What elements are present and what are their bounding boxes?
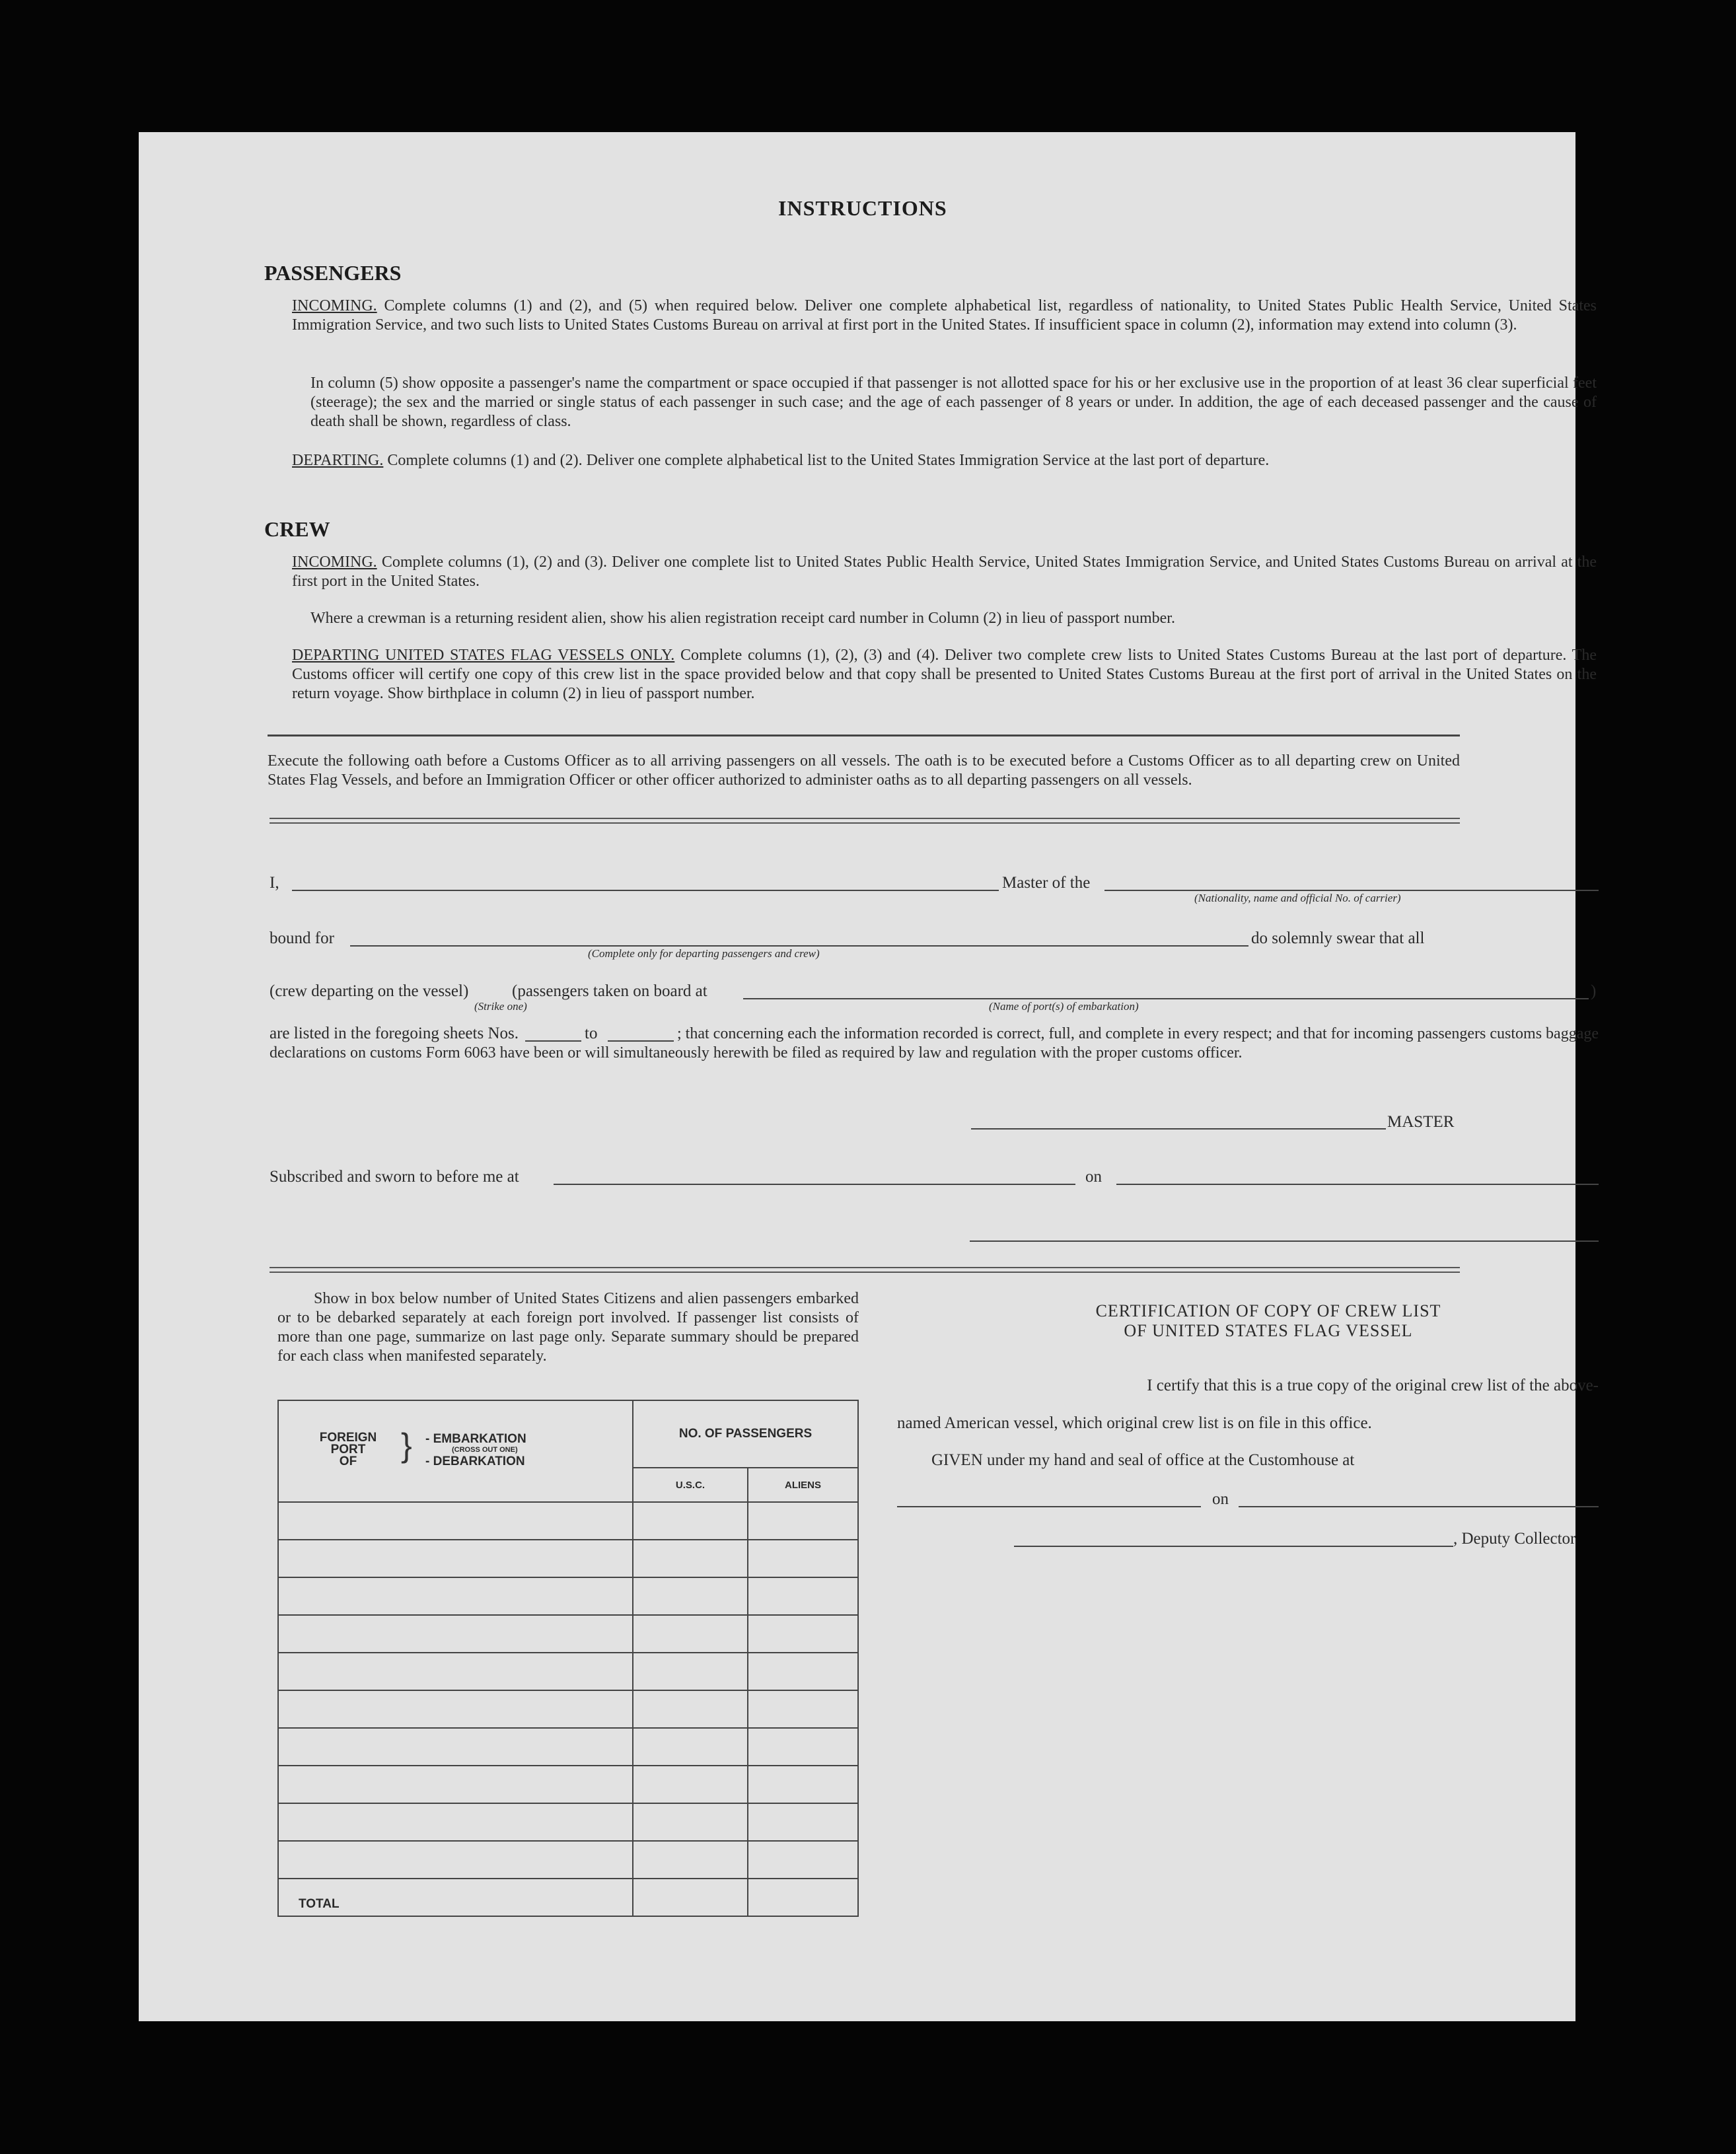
embarkation-port-line[interactable] [743,998,1589,999]
table-row [278,1653,858,1690]
port-cell[interactable] [278,1690,633,1728]
table-row [278,1502,858,1540]
port-cell[interactable] [278,1766,633,1803]
passengers-departing-lead: DEPARTING. [292,452,384,469]
listed-prefix: are listed in the foregoing sheets Nos. [270,1024,519,1042]
master-signature-line[interactable] [971,1128,1386,1130]
given-text: GIVEN under my hand and seal of office at the Customhouse at [931,1451,1355,1469]
sworn-date-line[interactable] [1116,1184,1599,1185]
customhouse-place-line[interactable] [897,1506,1201,1507]
passengers-heading: PASSENGERS [264,261,402,285]
crew-departing-option: (crew departing on the vessel) [270,982,469,1000]
passengers-incoming-lead: INCOMING. [292,297,377,314]
table-row [278,1540,858,1577]
master-label: MASTER [1387,1113,1455,1131]
crew-incoming-lead: INCOMING. [292,554,377,571]
aliens-cell[interactable] [748,1690,858,1728]
crew-heading: CREW [264,517,330,541]
aliens-cell[interactable] [748,1502,858,1540]
table-row [278,1690,858,1728]
aliens-cell[interactable] [748,1841,858,1879]
section-divider [268,735,1460,736]
master-of-label: Master of the [1002,874,1091,892]
of-label: OF [339,1454,357,1468]
aliens-cell[interactable] [748,1728,858,1766]
port-cell[interactable] [278,1615,633,1653]
usc-cell[interactable] [633,1502,748,1540]
usc-header: U.S.C. [633,1468,748,1502]
passengers-departing-paragraph [292,451,1597,470]
sworn-place-line[interactable] [554,1184,1075,1185]
brace-icon: } [401,1427,412,1464]
bound-for-line[interactable] [350,945,1248,947]
table-row [278,1766,858,1803]
table-row [278,1803,858,1841]
usc-cell[interactable] [633,1653,748,1690]
passengers-board-option: (passengers taken on board at [512,982,707,1000]
close-paren: ) [1591,982,1597,1000]
document-page [139,132,1599,2021]
certify-line2: named American vessel, which original crew list is on file in this office. [897,1414,1372,1432]
usc-cell[interactable] [633,1803,748,1841]
listed-statement: ; that concerning each the information recorded is correct, full, and complete in every respect; and that for incoming passengers customs baggage declarations on customs Form 6063 have been or will simultaneously herewith be filed as required by law and regulation with the proper customs officer. [270,1025,1599,1061]
carrier-line[interactable] [1104,890,1599,891]
strike-one-caption: (Strike one) [474,1000,527,1013]
aliens-cell[interactable] [748,1540,858,1577]
usc-cell[interactable] [633,1615,748,1653]
table-header-row [278,1400,858,1468]
deputy-collector-line[interactable] [1014,1546,1453,1547]
port-cell[interactable] [278,1577,633,1615]
foreign-port-of-label [308,1432,388,1468]
total-row [278,1879,858,1916]
usc-cell[interactable] [633,1766,748,1803]
crew-departing-paragraph [292,646,1597,703]
port-cell[interactable] [278,1502,633,1540]
port-caption: (Name of port(s) of embarkation) [989,1000,1139,1013]
embarkation-label: - EMBARKATION [425,1432,526,1446]
bound-for-label: bound for [270,929,334,947]
crew-departing-text: Complete columns (1), (2), (3) and (4). Deliver two complete crew lists to United States Customs Bureau at the last port of departure. The Customs officer will certify one copy of this crew list in the space provided below and that copy shall be presented to United States Customs Bureau at the first port of arrival in the United States on the return voyage. Show birthplace in column (2) in lieu of passport number. [292,647,1597,702]
foreign-port-header [278,1400,633,1502]
total-label: TOTAL [278,1879,633,1916]
debarkation-label: - DEBARKATION [425,1454,525,1468]
crew-incoming-paragraph [292,553,1597,591]
oath-i-label: I, [270,874,279,892]
aliens-cell[interactable] [748,1766,858,1803]
port-cell[interactable] [278,1653,633,1690]
usc-cell[interactable] [633,1841,748,1879]
deputy-collector-label: , Deputy Collector [1453,1530,1576,1548]
passengers-incoming-paragraph [292,297,1597,335]
oath-instructions: Execute the following oath before a Customs Officer as to all arriving passengers on all vessels. The oath is to be executed before a Customs Officer as to all departing crew on United States Flag Vessels, and before an Immigration Officer or other officer authorized to administer oaths as to all departing passengers on all vessels. [268,752,1460,789]
officer-signature-line[interactable] [970,1240,1599,1242]
to-label: to [585,1024,598,1042]
foreign-label: FOREIGN [319,1431,377,1445]
table-row [278,1577,858,1615]
bound-for-caption: (Complete only for departing passengers and crew) [588,947,820,960]
table-row [278,1615,858,1653]
certification-title-line1: CERTIFICATION OF COPY OF CREW LIST [1095,1301,1441,1320]
usc-total-cell[interactable] [633,1879,748,1916]
certification-title-line2: OF UNITED STATES FLAG VESSEL [1124,1321,1413,1340]
page-title: INSTRUCTIONS [778,196,947,220]
port-cell[interactable] [278,1841,633,1879]
passengers-column5-paragraph: In column (5) show opposite a passenger's name the compartment or space occupied if that passenger is not allotted space for his or her exclusive use in the proportion of at least 36 clear superficial feet (steerage); the sex and the married or single status of each passenger in such case; and the age of each passenger of 8 years or under. In addition, the age of each deceased passenger and the cause of death shall be shown, regardless of class. [310,375,1597,430]
master-name-line[interactable] [292,890,999,891]
aliens-cell[interactable] [748,1615,858,1653]
no-passengers-header: NO. OF PASSENGERS [633,1400,858,1468]
usc-cell[interactable] [633,1690,748,1728]
passengers-incoming-text: Complete columns (1) and (2), and (5) when required below. Deliver one complete alphabetical list, regardless of nationality, to United States Public Health Service, United States Immigration Service, and two such lists to United States Customs Bureau on arrival at first port in the United States. If insufficient space in column (2), information may extend into column (3). [292,297,1597,334]
certification-date-line[interactable] [1239,1506,1599,1507]
aliens-header: ALIENS [748,1468,858,1502]
port-label: PORT [330,1443,366,1456]
certification-title [938,1301,1599,1341]
port-cell[interactable] [278,1728,633,1766]
subscribed-label: Subscribed and sworn to before me at [270,1168,519,1186]
port-cell[interactable] [278,1540,633,1577]
aliens-cell[interactable] [748,1577,858,1615]
table-row [278,1841,858,1879]
port-cell[interactable] [278,1803,633,1841]
carrier-caption: (Nationality, name and official No. of carrier) [1194,892,1401,904]
aliens-total-cell[interactable] [748,1879,858,1916]
passenger-summary-table [277,1400,859,1917]
crew-departing-lead: DEPARTING UNITED STATES FLAG VESSELS ONLY. [292,647,675,664]
aliens-cell[interactable] [748,1803,858,1841]
summary-instructions: Show in box below number of United States Citizens and alien passengers embarked or to be debarked separately at each foreign port involved. If passenger list consists of more than one page, summarize on last page only. Separate summary should be prepared for each class when manifested separately. [277,1290,859,1365]
certify-line1: I certify that this is a true copy of the original crew list of the above- [1147,1377,1599,1394]
table-row [278,1728,858,1766]
double-rule-top [270,818,1460,824]
passengers-departing-text: Complete columns (1) and (2). Deliver one complete alphabetical list to the United States Immigration Service at the last port of departure. [387,452,1270,469]
swear-label: do solemnly swear that all [1251,929,1425,947]
sworn-on-label: on [1085,1168,1102,1186]
cross-out-label: (CROSS OUT ONE) [452,1446,518,1454]
usc-cell[interactable] [633,1728,748,1766]
usc-cell[interactable] [633,1540,748,1577]
double-rule-bottom [270,1267,1460,1273]
certification-on-label: on [1212,1490,1229,1508]
crew-incoming-text: Complete columns (1), (2) and (3). Deliver one complete list to United States Public Health Service, United States Immigration Service, and United States Customs Bureau on arrival at the first port in the United States. [292,554,1597,590]
usc-cell[interactable] [633,1577,748,1615]
aliens-cell[interactable] [748,1653,858,1690]
crew-resident-paragraph: Where a crewman is a returning resident alien, show his alien registration receipt card number in Column (2) in lieu of passport number. [310,610,1175,627]
